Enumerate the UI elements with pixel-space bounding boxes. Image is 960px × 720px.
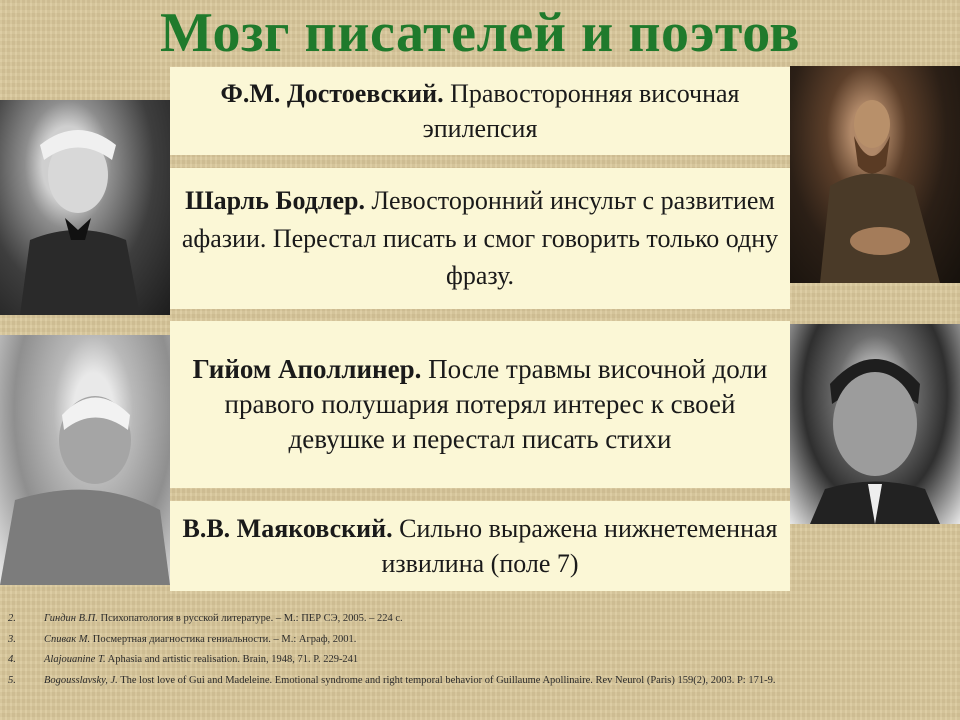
reference-text: Aphasia and artistic realisation. Brain, 1948, 71. P. 229-241: [105, 654, 359, 666]
baudelaire-portrait: [0, 100, 170, 315]
portrait-icon: [0, 335, 170, 585]
reference-number: 5.: [8, 674, 16, 686]
box-text: [180, 76, 780, 146]
dostoevsky-box: [170, 67, 790, 155]
box-description: Правосторонняя височная эпилепсия: [422, 78, 740, 143]
baudelaire-box: [170, 168, 790, 309]
apollinaire-box: [170, 321, 790, 488]
box-description: Левосторонний инсульт с развитием афазии. Перестал писать и смог говорить только одну фразу.: [181, 185, 779, 291]
apollinaire-portrait: [0, 335, 170, 585]
box-description: После травмы височной доли правого полушария потерял интерес к своей девушке и перестал писать стихи: [224, 353, 768, 455]
reference-text: The lost love of Gui and Madeleine. Emotional syndrome and right temporal behavior of Guillaume Apollinaire. Rev Neurol (Paris) 159(2), 2003. P: 171-9.: [117, 674, 776, 686]
dostoevsky-portrait: [790, 66, 960, 283]
box-author: В.В. Маяковский.: [182, 513, 393, 543]
reference-number: 2.: [8, 613, 16, 624]
portrait-icon: [0, 100, 170, 315]
box-description: Сильно выражена нижнетеменная извилина (поле 7): [381, 513, 778, 578]
reference-number: 4.: [8, 654, 16, 666]
reference-author: Bogousslavsky, J.: [44, 674, 118, 686]
box-text: [180, 352, 780, 457]
reference-author: Гиндин В.П.: [44, 613, 98, 624]
box-author: Ф.М. Достоевский.: [220, 78, 444, 108]
reference-author: Спивак М.: [44, 633, 91, 645]
box-text: [180, 182, 780, 295]
reference-author: Alajouanine T.: [44, 654, 106, 666]
box-author: Гийом Аполлинер.: [192, 353, 422, 384]
reference-number: 3.: [8, 633, 16, 645]
reference-item: [8, 653, 948, 667]
references-list: [8, 612, 948, 695]
slide-title: Мозг писателей и поэтов: [159, 2, 801, 64]
mayakovsky-box: [170, 501, 790, 591]
box-author: Шарль Бодлер.: [185, 185, 366, 215]
reference-text: Посмертная диагностика гениальности. – М.: Аграф, 2001.: [90, 633, 357, 645]
portrait-icon: [790, 66, 960, 283]
portrait-icon: [790, 324, 960, 524]
reference-item: [8, 674, 948, 688]
reference-item: [8, 633, 948, 647]
reference-item: [8, 612, 948, 626]
mayakovsky-portrait: [790, 324, 960, 524]
reference-text: Психопатология в русской литературе. – М.: ПЕР СЭ, 2005. – 224 с.: [97, 613, 403, 624]
box-text: [180, 511, 780, 581]
